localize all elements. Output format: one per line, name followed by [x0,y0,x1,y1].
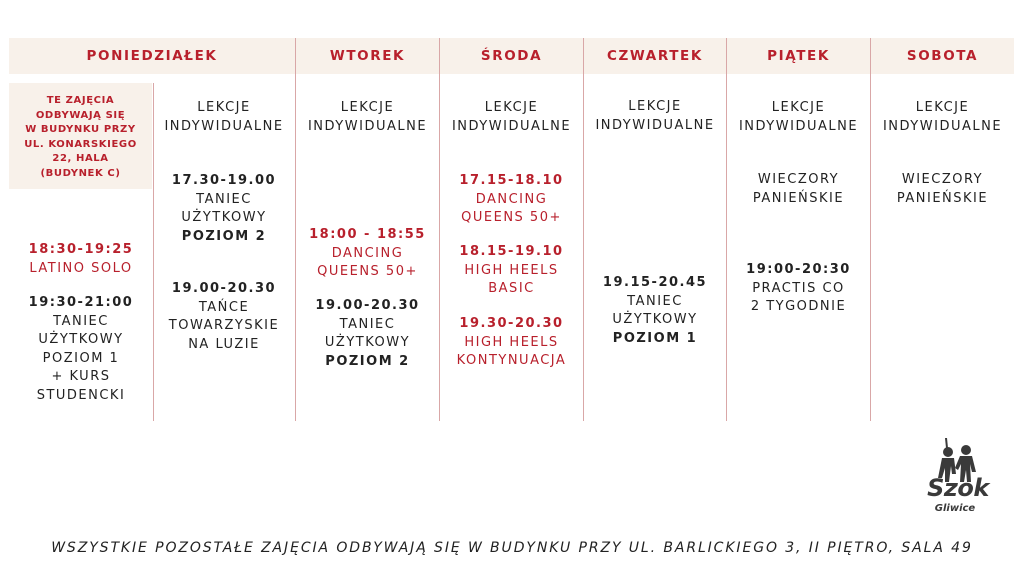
day-header-wednesday: ŚRODA [480,48,543,64]
location-note: TE ZAJĘCIA ODBYWAJĄ SIĘ W BUDYNKU PRZY UL. KONARSKIEGO 22, HALA (BUDYNEK C) [24,95,137,179]
class-latino-solo [9,241,153,278]
class-high-heels-kontynuacja: 19.30-20.30 HIGH HEELS KONTYNUACJA [440,315,583,371]
class-name: LATINO SOLO [29,260,133,276]
day-header-tuesday: WTOREK [329,48,406,64]
divider-thursday-friday [726,38,727,421]
class-time: 19.00-20.30 [315,298,420,313]
class-time: 17.30-19.00 [171,173,277,188]
class-dancing-queens-wednesday: 17.15-18.10 DANCING QUEENS 50+ [440,172,583,228]
class-time: 18:00 - 18:55 [309,227,426,242]
divider-friday-saturday [870,38,871,421]
class-time: 18:30-19:25 [28,242,134,257]
class-time: 19.30-20.30 [459,316,564,331]
lekcje-indywidualne-monday: LEKCJE INDYWIDUALNE [164,100,284,134]
class-time: 19:00-20:30 [746,262,851,277]
wieczory-panienskie-saturday: WIECZORY PANIEŃSKIE [896,172,989,206]
divider-wednesday-thursday [583,38,584,421]
lekcje-indywidualne-saturday: LEKCJE INDYWIDUALNE [882,100,1003,134]
logo-wordmark: Szok [927,474,989,502]
footer-note: WSZYSTKIE POZOSTAŁE ZAJĘCIA ODBYWAJĄ SIĘ W BUDYNKU PRZY UL. BARLICKIEGO 3, II PIĘTRO, SALA 49 [51,540,973,556]
day-header-thursday: CZWARTEK [607,48,703,64]
day-header-monday: PONIEDZIAŁEK [86,48,218,64]
wieczory-panienskie-friday: WIECZORY PANIEŃSKIE [752,172,845,206]
class-time: 19.15-20.45 [602,275,708,290]
day-header-saturday: SOBOTA [906,48,979,64]
class-time: 19.00-20.30 [171,281,277,296]
logo-city: Gliwice [934,503,976,514]
class-tance-towarzyskie: 19.00-20.30 TAŃCE TOWARZYSKIE NA LUZIE [153,280,295,354]
day-header-friday: PIĄTEK [767,48,830,64]
class-time: 19:30-21:00 [28,295,134,310]
class-practis: 19:00-20:30 PRACTIS CO 2 TYGODNIE [727,261,870,317]
lekcje-indywidualne-friday: LEKCJE INDYWIDUALNE [738,100,859,134]
class-taniec-uzytkowy-poziom1-monday: 19:30-21:00 TANIEC UŻYTKOWY POZIOM 1 + KURS STUDENCKI [9,294,153,405]
class-time: 18.15-19.10 [459,244,564,259]
class-taniec-uzytkowy-poziom1-thursday: 19.15-20.45 TANIEC UŻYTKOWY POZIOM 1 [584,274,726,348]
class-high-heels-basic: 18.15-19.10 HIGH HEELS BASIC [440,243,583,299]
class-time: 17.15-18.10 [459,173,564,188]
class-taniec-uzytkowy-poziom2-tuesday: 19.00-20.30 TANIEC UŻYTKOWY POZIOM 2 [296,297,439,371]
class-dancing-queens-tuesday: 18:00 - 18:55 DANCING QUEENS 50+ [296,226,439,282]
class-taniec-uzytkowy-poziom2-monday: 17.30-19.00 TANIEC UŻYTKOWY POZIOM 2 [153,172,295,246]
lekcje-indywidualne-wednesday: LEKCJE INDYWIDUALNE [451,100,572,134]
lekcje-indywidualne-thursday: LEKCJE INDYWIDUALNE [595,99,715,133]
lekcje-indywidualne-tuesday: LEKCJE INDYWIDUALNE [307,100,428,134]
